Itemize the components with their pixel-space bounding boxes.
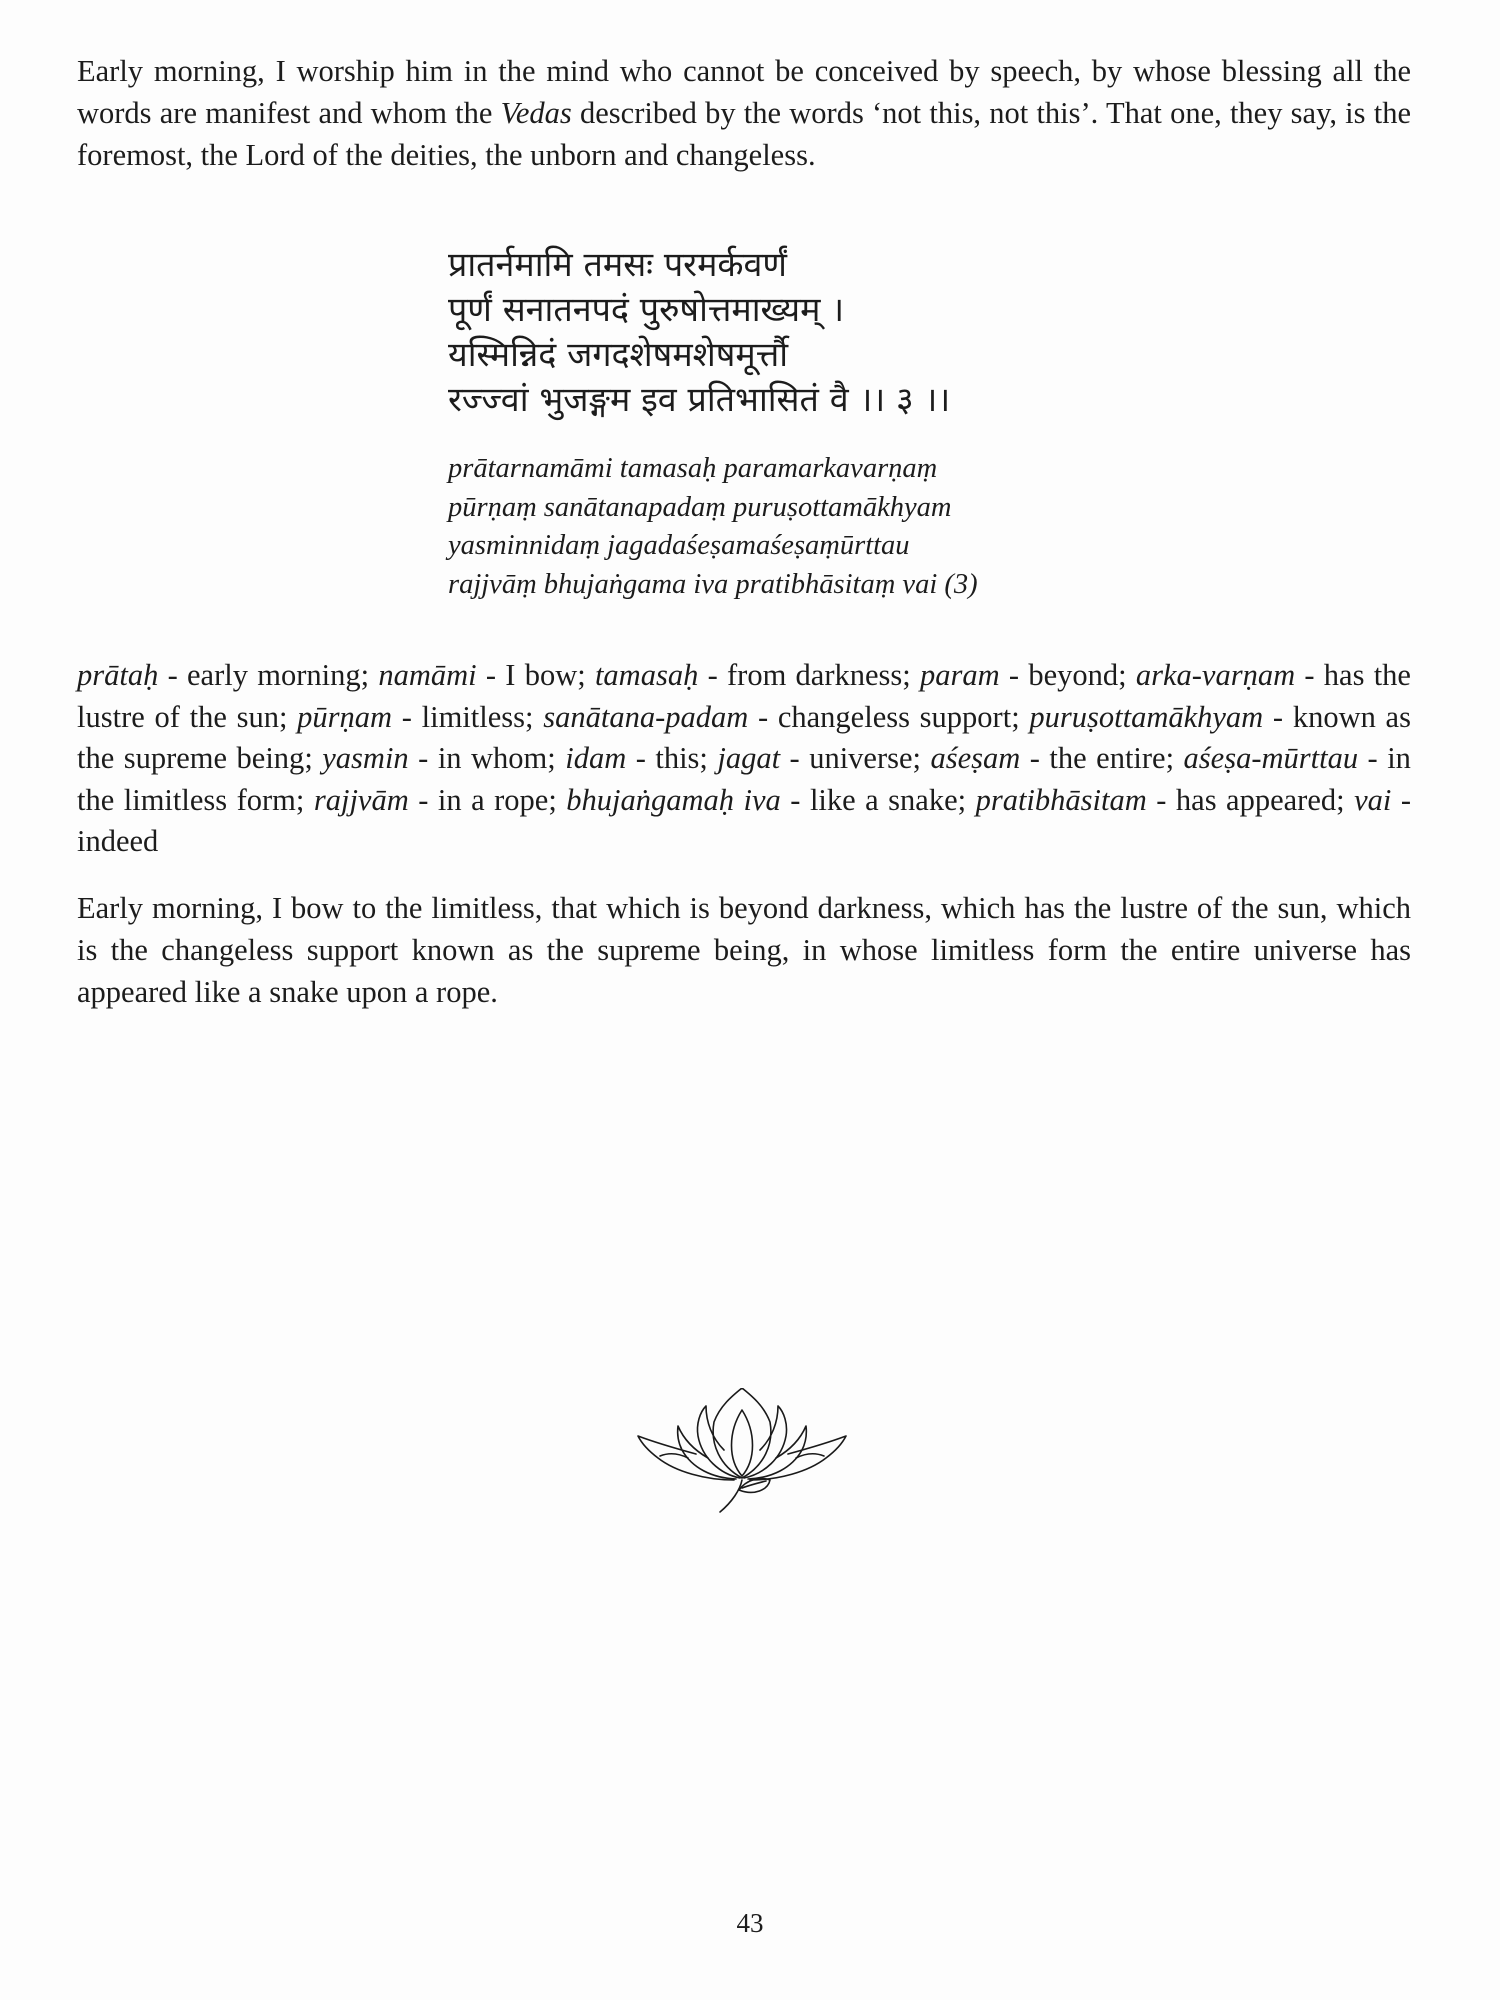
devanagari-line: रज्ज्वां भुजङ्गम इव प्रतिभासितं वै ।। ३ ।। (448, 380, 951, 420)
gloss-meaning: early morning (187, 658, 361, 692)
gloss-term: bhujaṅgamaḥ iva (566, 782, 781, 817)
intro-text-1: Early morning, I worship him in the mind who cannot be conceived by speech, by whose blessing all the words are manifest and whom the (77, 54, 1411, 130)
gloss-meaning: has the lustre of the sun (77, 658, 1411, 734)
gloss-meaning: this (655, 741, 700, 775)
gloss-term: tamasaḥ (594, 658, 699, 692)
gloss-meaning: in whom (437, 741, 548, 775)
gloss-meaning: has appeared (1175, 782, 1337, 817)
gloss-meaning: I bow (505, 658, 578, 692)
devanagari-verse (448, 243, 1068, 423)
devanagari-line: पूर्णं सनातनपदं पुरुषोत्तमाख्यम् । (448, 290, 845, 330)
gloss-meaning: like a snake (809, 782, 958, 817)
gloss-meaning: limitless (421, 699, 526, 734)
gloss-term: pratibhāsitam (975, 782, 1147, 817)
gloss-term: pūrṇam (297, 699, 393, 734)
transliteration-line: yasminnidaṃ jagadaśeṣamaśeṣaṃūrttau (448, 530, 910, 561)
lotus-icon (636, 1388, 848, 1514)
gloss-term: sanātana-padam (543, 699, 749, 734)
gloss-term: puruṣottamākhyam (1029, 699, 1264, 734)
page-number: 43 (736, 1908, 764, 1938)
transliteration-verse (448, 450, 1148, 604)
transliteration-line: rajjvāṃ bhujaṅgama iva pratibhāsitaṃ vai (3) (448, 568, 978, 600)
devanagari-line: प्रातर्नमामि तमसः परमर्कवर्णं (448, 245, 788, 285)
intro-text-2: described by the words ‘not this, not this’. That one, they say, is the foremost, the Lord of the deities, the unborn and changeless. (77, 96, 1411, 172)
gloss-term: yasmin (322, 741, 409, 775)
translation-paragraph: Early morning, I bow to the limitless, that which is beyond darkness, which has the lustre of the sun, which is the changeless support known as the supreme being, in whose limitless form the entire universe has appeared like a snake upon a rope. (77, 891, 1411, 1009)
intro-vedas: Vedas (500, 96, 572, 130)
gloss-meaning: universe (809, 741, 913, 775)
intro-paragraph (77, 50, 1411, 176)
gloss-term: param (920, 658, 1000, 692)
transliteration-line: prātarnamāmi tamasaḥ paramarkavarṇaṃ (448, 453, 938, 484)
gloss-term: rajjvām (313, 782, 409, 817)
gloss-term: vai (1354, 782, 1392, 817)
gloss-term: namāmi (378, 658, 477, 692)
gloss-term: aśeṣam (930, 741, 1021, 775)
gloss-meaning: in a rope (437, 782, 549, 817)
gloss-meaning: known as the supreme being (77, 699, 1411, 775)
transliteration-line: pūrṇaṃ sanātanapadaṃ puruṣottamākhyam (448, 491, 952, 523)
devanagari-line: यस्मिन्निदं जगदशेषमशेषमूर्त्तौ (448, 335, 789, 375)
gloss-meaning: the entire (1049, 741, 1166, 775)
gloss-meaning: indeed (77, 824, 159, 858)
gloss-meaning: beyond (1028, 658, 1119, 692)
gloss-term: aśeṣa-mūrttau (1183, 741, 1359, 775)
gloss-term: prātaḥ (77, 658, 159, 692)
gloss-meaning: from darkness (727, 658, 903, 692)
gloss-term: jagat (717, 741, 781, 775)
gloss-term: arka-varṇam (1135, 658, 1296, 692)
gloss-meaning: changeless support (777, 699, 1012, 734)
word-meaning-paragraph: prātaḥ - early morning; namāmi - I bow; tamasaḥ - from darkness; param - beyond; arka-varṇam - has the lustre of the sun; pūrṇam - limitless; sanātana-padam - changeless support; puruṣottamākhyam - known as the supreme being; yasmin - in whom; idam - this; jagat - universe; aśeṣam - the entire; aśeṣa-mūrttau - in the limitless form; rajjvām - in a rope; bhujaṅgamaḥ iva - like a snake; pratibhāsitam - has appeared; vai - indeed (77, 658, 1411, 858)
gloss-meaning: in the limitless form (77, 741, 1411, 817)
gloss-term: idam (565, 741, 627, 775)
